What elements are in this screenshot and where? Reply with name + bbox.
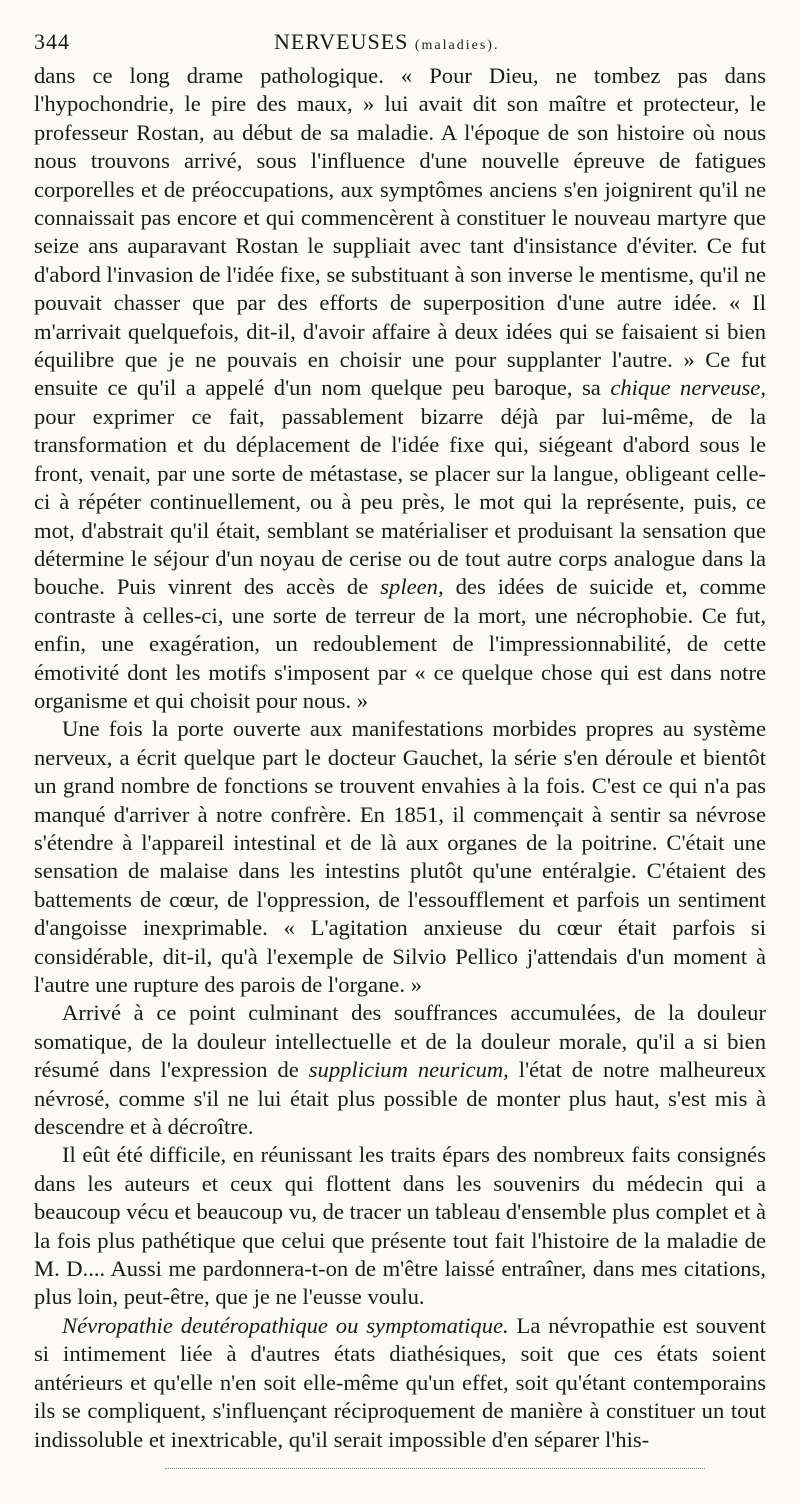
italic-term: chique nerveuse,	[610, 375, 766, 401]
section-heading: Névropathie deutéropathique ou symptomatique.	[62, 1312, 509, 1338]
paragraph-text: pour exprimer ce fait, passablement bizarre déjà par lui-même, de la transformation et du déplacement de l'idée fixe qui, siégeant d'abord sous le front, venait, par une sorte de métastase, se placer sur la langue, obligeant celle-ci à répéter continuellement, ou à peu près, le mot qui la représente, puis, ce mot, d'abstrait qu'il était, semblant se matérialiser et produisant la sensation que détermine le séjour d'un noyau de cerise ou de tout autre corps analogue dans la bouche. Puis vinrent des accès de	[34, 403, 766, 600]
running-head	[274, 29, 499, 55]
running-head-note: (maladies).	[414, 38, 500, 53]
paragraph-text: La névropathie est souvent si intimement liée à d'autres états diathésiques, soit que ces états soient antérieurs et qu'elle n'en soit elle-même qu'un effet, soit qu'étant contemporains ils se compliquent, s'influençant réciproquement de manière à constituer un tout indissoluble et inextricable, qu'il serait impossible d'en séparer l'his-	[34, 1312, 766, 1452]
footer-rule	[165, 1468, 705, 1469]
running-head-title: NERVEUSES	[274, 29, 409, 54]
page	[34, 22, 766, 1454]
paragraph-text: l'état de notre malheureux névrosé, comme s'il ne lui était plus possible de monter plus haut, s'est mis à descendre et à décroître.	[34, 1057, 766, 1140]
italic-term: spleen,	[380, 574, 444, 600]
paragraph-text: dans ce long drame pathologique. « Pour Dieu, ne tombez pas dans l'hypochondrie, le pire des maux, » lui avait dit son maître et protecteur, le professeur Rostan, au début de sa maladie. A l'époque de son histoire où nous nous trouvons arrivé, sous l'influence d'une nouvelle épreuve de fatigues corporelles et de préoccupations, aux symptômes anciens s'en joignirent qu'il ne connaissait pas encore et qui commencèrent à constituer le nouveau martyre que seize ans auparavant Rostan le suppliait avec tant d'insistance d'éviter. Ce fut d'abord l'invasion de l'idée fixe, se substituant à son inverse le mentisme, qu'il ne pouvait chasser que par des efforts de superposition d'une autre idée. « Il m'arrivait quelquefois, dit-il, d'avoir affaire à deux idées qui se faisaient si bien équilibre que je ne pouvais en choisir une pour supplanter l'autre. » Ce fut ensuite ce qu'il a appelé d'un nom quelque peu baroque, sa	[34, 63, 766, 401]
paragraph	[34, 999, 766, 1141]
page-header	[34, 22, 766, 62]
paragraph: Il eût été difficile, en réunissant les traits épars des nombreux faits consignés dans les auteurs et ceux qui flottent dans les souvenirs du médecin qui a beaucoup vécu et beaucoup vu, de tracer un tableau d'ensemble plus complet et à la fois plus pathétique que celui que présente tout fait l'histoire de la maladie de M. D.... Aussi me pardonnera-t-on de m'être laissé entraîner, dans mes citations, plus loin, peut-être, que je ne l'eusse voulu.	[34, 1142, 766, 1310]
paragraph	[34, 62, 766, 715]
paragraph-text: Arrivé à ce point culminant des souffrances accumulées, de la douleur somatique, de la douleur intellectuelle et de la douleur morale, qu'il a si bien résumé dans l'expression de	[34, 1000, 766, 1083]
paragraph: Une fois la porte ouverte aux manifestations morbides propres au système nerveux, a écrit quelque part le docteur Gauchet, la série s'en déroule et bientôt un grand nombre de fonctions se trouvent envahies à la fois. C'est ce qui n'a pas manqué d'arriver à notre confrère. En 1851, il commençait à sentir sa névrose s'étendre à l'appareil intestinal et de là aux organes de la poitrine. C'était une sensation de malaise dans les intestins plutôt qu'une entéralgie. C'étaient des battements de cœur, de l'oppression, de l'essoufflement et parfois un sentiment d'angoisse inexprimable. « L'agitation anxieuse du cœur était parfois si considérable, dit-il, qu'à l'exemple de Silvio Pellico j'attendais d'un moment à l'autre une rupture des parois de l'organe. »	[34, 716, 766, 997]
body-text	[34, 62, 766, 1454]
italic-term: supplicium neuricum,	[308, 1057, 509, 1083]
page-number: 344	[34, 29, 70, 54]
paragraph	[34, 1312, 766, 1454]
paragraph-text: des idées de suicide et, comme contraste à celles-ci, une sorte de terreur de la mort, une nécrophobie. Ce fut, enfin, une exagération, un redoublement de l'impressionnabilité, de cette émotivité dont les motifs s'imposent par « ce quelque chose qui est dans notre organisme et qui choisit pour nous. »	[34, 574, 766, 713]
